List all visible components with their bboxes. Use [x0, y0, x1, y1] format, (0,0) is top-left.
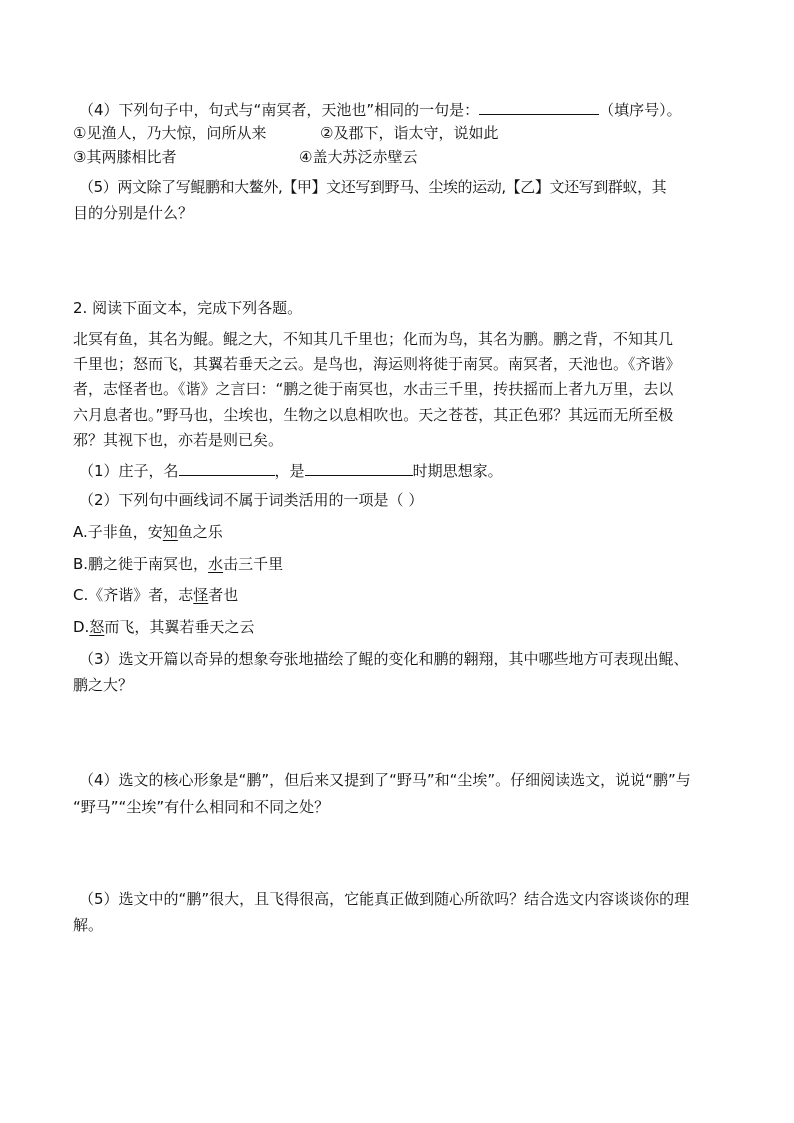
q2-part1-prefix: （1）庄子，名 — [79, 462, 179, 480]
q2-passage-line-1: 北冥有鱼，其名为鲲。鲲之大，不知其几千里也；化而为鸟，其名为鹏。鹏之背，不知其几 — [73, 330, 674, 348]
q2-part5-line1: （5）选文中的“鹏”很大，且飞得很高，它能真正做到随心所欲吗？结合选文内容谈谈你的理 — [79, 890, 690, 908]
q2-part2-option-c[interactable] — [73, 585, 238, 605]
option-c-text: C.《齐谐》者，志 — [73, 586, 194, 604]
q1-part4-option-1: ①见渔人，乃大惊，问所从来 — [73, 124, 267, 142]
q2-part1 — [79, 460, 503, 481]
q2-passage-line-4: 六月息者也。”野马也，尘埃也，生物之以息相吹也。天之苍苍，其正色邪？其远而无所至极 — [73, 406, 674, 424]
q2-part1-middle: ，是 — [274, 462, 305, 480]
q2-passage-line-5: 邪？其视下也，亦若是则已矣。 — [73, 431, 284, 449]
q1-part4-options-row2 — [73, 147, 176, 167]
q1-part4-prompt-text: （4）下列句子中，句式与“南冥者，天池也”相同的一句是： — [79, 101, 480, 119]
q2-part2-prompt: （2）下列句中画线词不属于词类活用的一项是（ ） — [79, 491, 424, 509]
q2-part2-option-a[interactable] — [73, 522, 223, 542]
q1-part5-line1: （5）两文除了写鲲鹏和大鳌外,【甲】文还写到野马、尘埃的运动,【乙】文还写到群蚁，其 — [79, 178, 667, 196]
q2-part1-period-blank[interactable] — [305, 460, 413, 476]
option-a-text: A.子非鱼，安 — [73, 523, 163, 541]
q1-part4-answer-blank[interactable] — [479, 99, 599, 115]
q2-passage-line-2: 千里也；怒而飞，其翼若垂天之云。是鸟也，海运则将徙于南冥。南冥者，天池也。《齐谐》 — [73, 355, 681, 373]
q1-part4-option-4-wrap — [299, 147, 417, 167]
q2-passage-line-3: 者，志怪者也。《谐》之言曰：“鹏之徙于南冥也，水击三千里，抟扶摇而上者九万里，去以 — [73, 380, 674, 398]
q2-part2-option-b[interactable] — [73, 554, 283, 574]
option-c-text-rest: 者也 — [208, 586, 239, 604]
q1-part4-prompt-suffix: （填序号）。 — [599, 101, 682, 119]
option-b-text-rest: 击三千里 — [223, 555, 284, 573]
option-d-text-rest: 而飞，其翼若垂天之云 — [104, 618, 255, 636]
q2-part4-line1: （4）选文的核心形象是“鹏”，但后来又提到了“野马”和“尘埃”。仔细阅读选文，说说“鹏”与 — [79, 771, 691, 789]
option-b-text: B.鹏之徙于南冥也， — [73, 555, 209, 573]
q1-part4-prompt — [79, 99, 682, 120]
option-b-underlined-word: 水 — [208, 555, 224, 573]
q2-part5-line2: 解。 — [73, 916, 104, 934]
q1-part4-option-3: ③其两膝相比者 — [73, 148, 177, 166]
q2-part4-line2: “野马”“尘埃”有什么相同和不同之处？ — [73, 798, 330, 816]
option-c-underlined-word: 怪 — [193, 586, 209, 604]
q1-part5-line2: 目的分别是什么？ — [73, 204, 194, 222]
option-d-underlined-word: 怒 — [89, 618, 105, 636]
q2-part2-option-d[interactable] — [73, 617, 254, 637]
q1-part4-options-row1 — [73, 123, 266, 143]
q2-part3-line1: （3）选文开篇以奇异的想象夸张地描绘了鲲的变化和鹏的翱翔，其中哪些地方可表现出鲲、 — [79, 650, 689, 668]
option-a-underlined-word: 知 — [162, 523, 178, 541]
q2-part1-suffix: 时期思想家。 — [412, 462, 503, 480]
q2-part1-name-blank[interactable] — [179, 460, 275, 476]
q2-part3-line2: 鹏之大？ — [73, 676, 134, 694]
q2-heading: 2. 阅读下面文本，完成下列各题。 — [73, 299, 303, 317]
option-a-text-rest: 鱼之乐 — [177, 523, 223, 541]
q1-part4-option-2: ②及郡下，诣太守，说如此 — [320, 124, 499, 142]
q1-part4-option-4: ④盖大苏泛赤壁云 — [299, 148, 418, 166]
q1-part4-option-2-wrap — [320, 123, 498, 143]
option-d-text: D. — [73, 618, 90, 636]
